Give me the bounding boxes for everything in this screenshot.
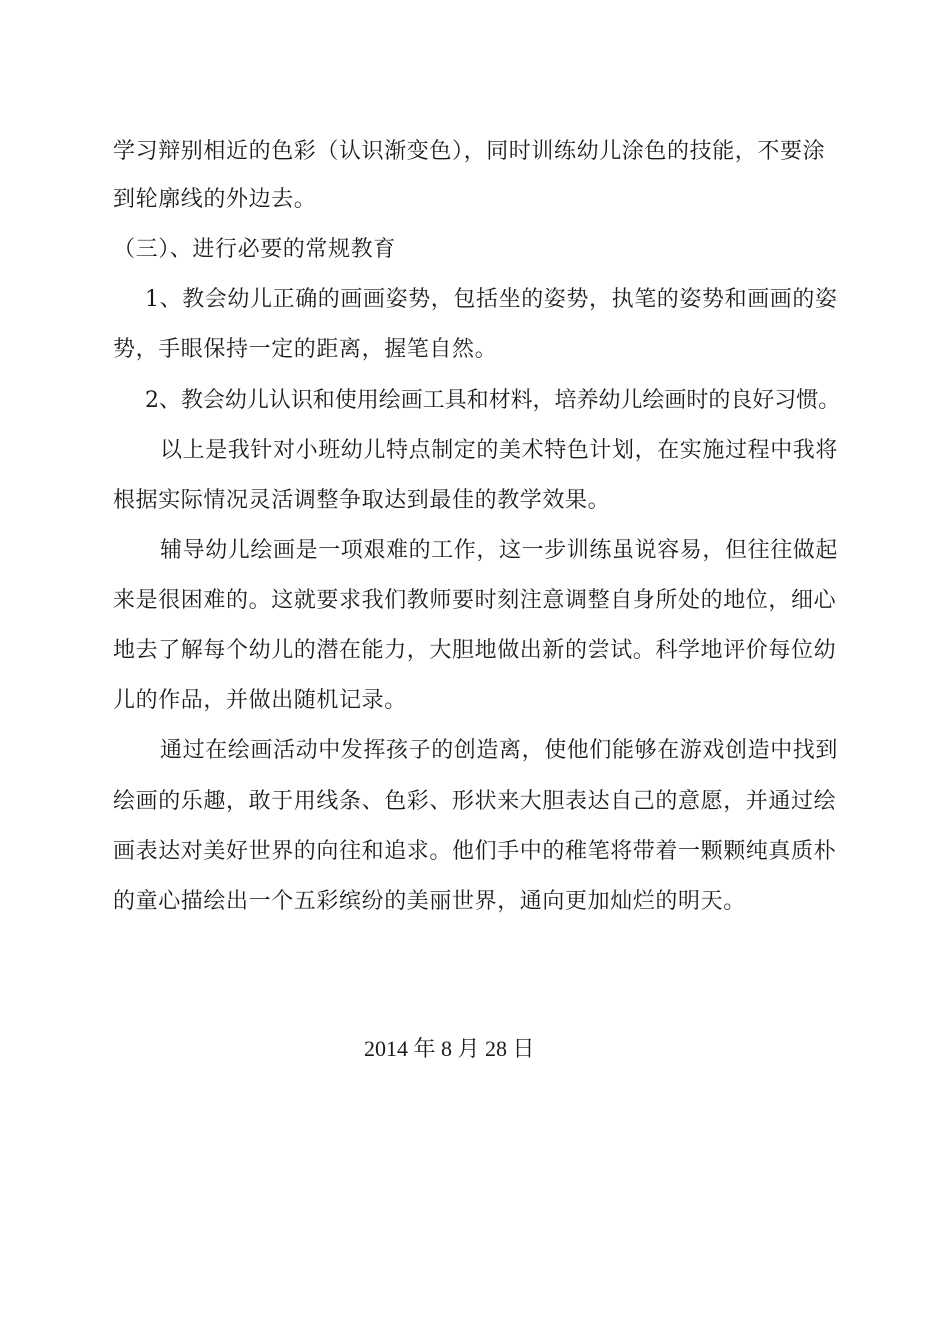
list-item-2: 2、教会幼儿认识和使用绘画工具和材料，培养幼儿绘画时的良好习惯。 bbox=[145, 388, 841, 413]
list-item-1-line-2: 势，手眼保持一定的距离，握笔自然。 bbox=[113, 337, 498, 362]
paragraph-closing-line-2: 绘画的乐趣，敢于用线条、色彩、形状来大胆表达自己的意愿，并通过绘 bbox=[113, 789, 837, 814]
paragraph-closing-line-1: 通过在绘画活动中发挥孩子的创造离，使他们能够在游戏创造中找到 bbox=[160, 738, 839, 763]
paragraph-guidance-line-4: 儿的作品，并做出随机记录。 bbox=[113, 688, 407, 713]
document-date: 2014 年 8 月 28 日 bbox=[364, 1036, 535, 1061]
paragraph-closing-line-4: 的童心描绘出一个五彩缤纷的美丽世界，通向更加灿烂的明天。 bbox=[113, 889, 746, 914]
paragraph-line-1: 学习辩别相近的色彩（认识渐变色），同时训练幼儿涂色的技能，不要涂 bbox=[113, 139, 826, 164]
list-item-1-line-1: 1、教会幼儿正确的画画姿势，包括坐的姿势，执笔的姿势和画画的姿 bbox=[145, 287, 838, 312]
paragraph-summary-line-1: 以上是我针对小班幼儿特点制定的美术特色计划，在实施过程中我将 bbox=[160, 438, 839, 463]
section-heading: （三）、进行必要的常规教育 bbox=[113, 237, 396, 262]
paragraph-summary-line-2: 根据实际情况灵活调整争取达到最佳的教学效果。 bbox=[113, 488, 611, 513]
paragraph-closing-line-3: 画表达对美好世界的向往和追求。他们手中的稚笔将带着一颗颗纯真质朴 bbox=[113, 839, 837, 864]
paragraph-guidance-line-1: 辅导幼儿绘画是一项艰难的工作，这一步训练虽说容易，但往往做起 bbox=[160, 538, 839, 563]
paragraph-guidance-line-3: 地去了解每个幼儿的潜在能力，大胆地做出新的尝试。科学地评价每位幼 bbox=[113, 638, 837, 663]
paragraph-line-2: 到轮廓线的外边去。 bbox=[113, 187, 317, 212]
paragraph-guidance-line-2: 来是很困难的。这就要求我们教师要时刻注意调整自身所处的地位，细心 bbox=[113, 588, 837, 613]
